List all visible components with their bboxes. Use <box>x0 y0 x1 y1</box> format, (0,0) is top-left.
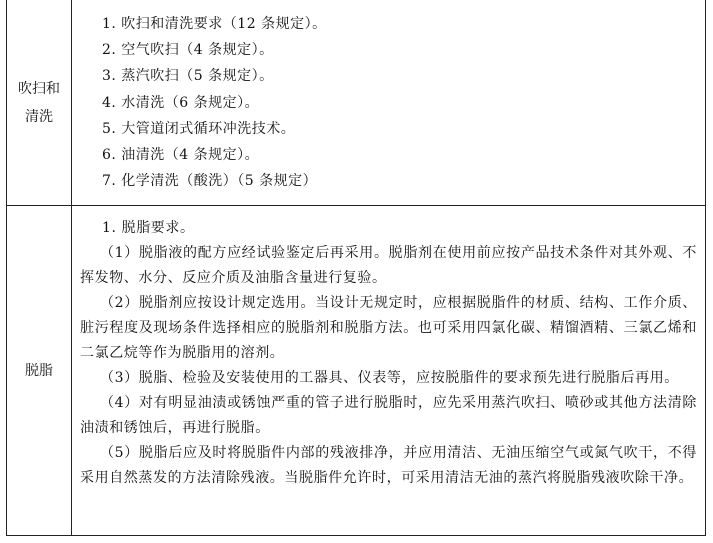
table-row-degreasing <box>7 206 705 535</box>
row-header-cleaning <box>7 0 72 205</box>
row-content-degreasing <box>72 206 705 535</box>
table-row-cleaning <box>7 0 705 206</box>
row-content-cleaning <box>72 0 705 205</box>
row-header-degreasing <box>7 206 72 535</box>
list-item: 6. 油清洗（4 条规定）。 <box>102 146 260 163</box>
row-header-label: 吹扫和清洗 <box>18 80 60 125</box>
paragraph: （4）对有明显油渍或锈蚀严重的管子进行脱脂时，应先采用蒸汽吹扫、喷砂或其他方法清除油渍和锈蚀后，再进行脱脂。 <box>80 395 697 436</box>
list-item: 5. 大管道闭式循环冲洗技术。 <box>102 120 296 137</box>
list-item: 1. 吹扫和清洗要求（12 条规定）。 <box>102 16 327 32</box>
list-item: 4. 水清洗（6 条规定）。 <box>102 94 260 111</box>
paragraph: 1. 脱脂要求。 <box>102 220 195 236</box>
row-header-label: 脱脂 <box>25 362 53 379</box>
degreasing-paragraphs <box>80 216 697 491</box>
cleaning-item-list <box>102 11 327 194</box>
paragraph: （3）脱脂、检验及安装使用的工器具、仪表等，应按脱脂件的要求预先进行脱脂后再用。 <box>100 370 679 386</box>
paragraph: （1）脱脂液的配方应经试验鉴定后再采用。脱脂剂在使用前应按产品技术条件对其外观、不挥发物、水分、反应介质及油脂含量进行复验。 <box>80 245 697 286</box>
list-item: 2. 空气吹扫（4 条规定）。 <box>102 42 274 59</box>
list-item: 3. 蒸汽吹扫（5 条规定）。 <box>102 68 274 85</box>
paragraph: （2）脱脂剂应按设计规定选用。当设计无规定时，应根据脱脂件的材质、结构、工作介质、脏污程度及现场条件选择相应的脱脂剂和脱脂方法。也可采用四氯化碳、精馏酒精、三氯乙烯和二氯乙烷等作为脱脂用的溶剂。 <box>80 295 697 361</box>
spec-table <box>6 0 706 536</box>
list-item: 7. 化学清洗（酸洗）（5 条规定） <box>102 173 318 190</box>
paragraph: （5）脱脂后应及时将脱脂件内部的残液排净，并应用清洁、无油压缩空气或氮气吹干，不得采用自然蒸发的方法清除残液。当脱脂件允许时，可采用清洁无油的蒸汽将脱脂残液吹除干净。 <box>80 445 697 486</box>
